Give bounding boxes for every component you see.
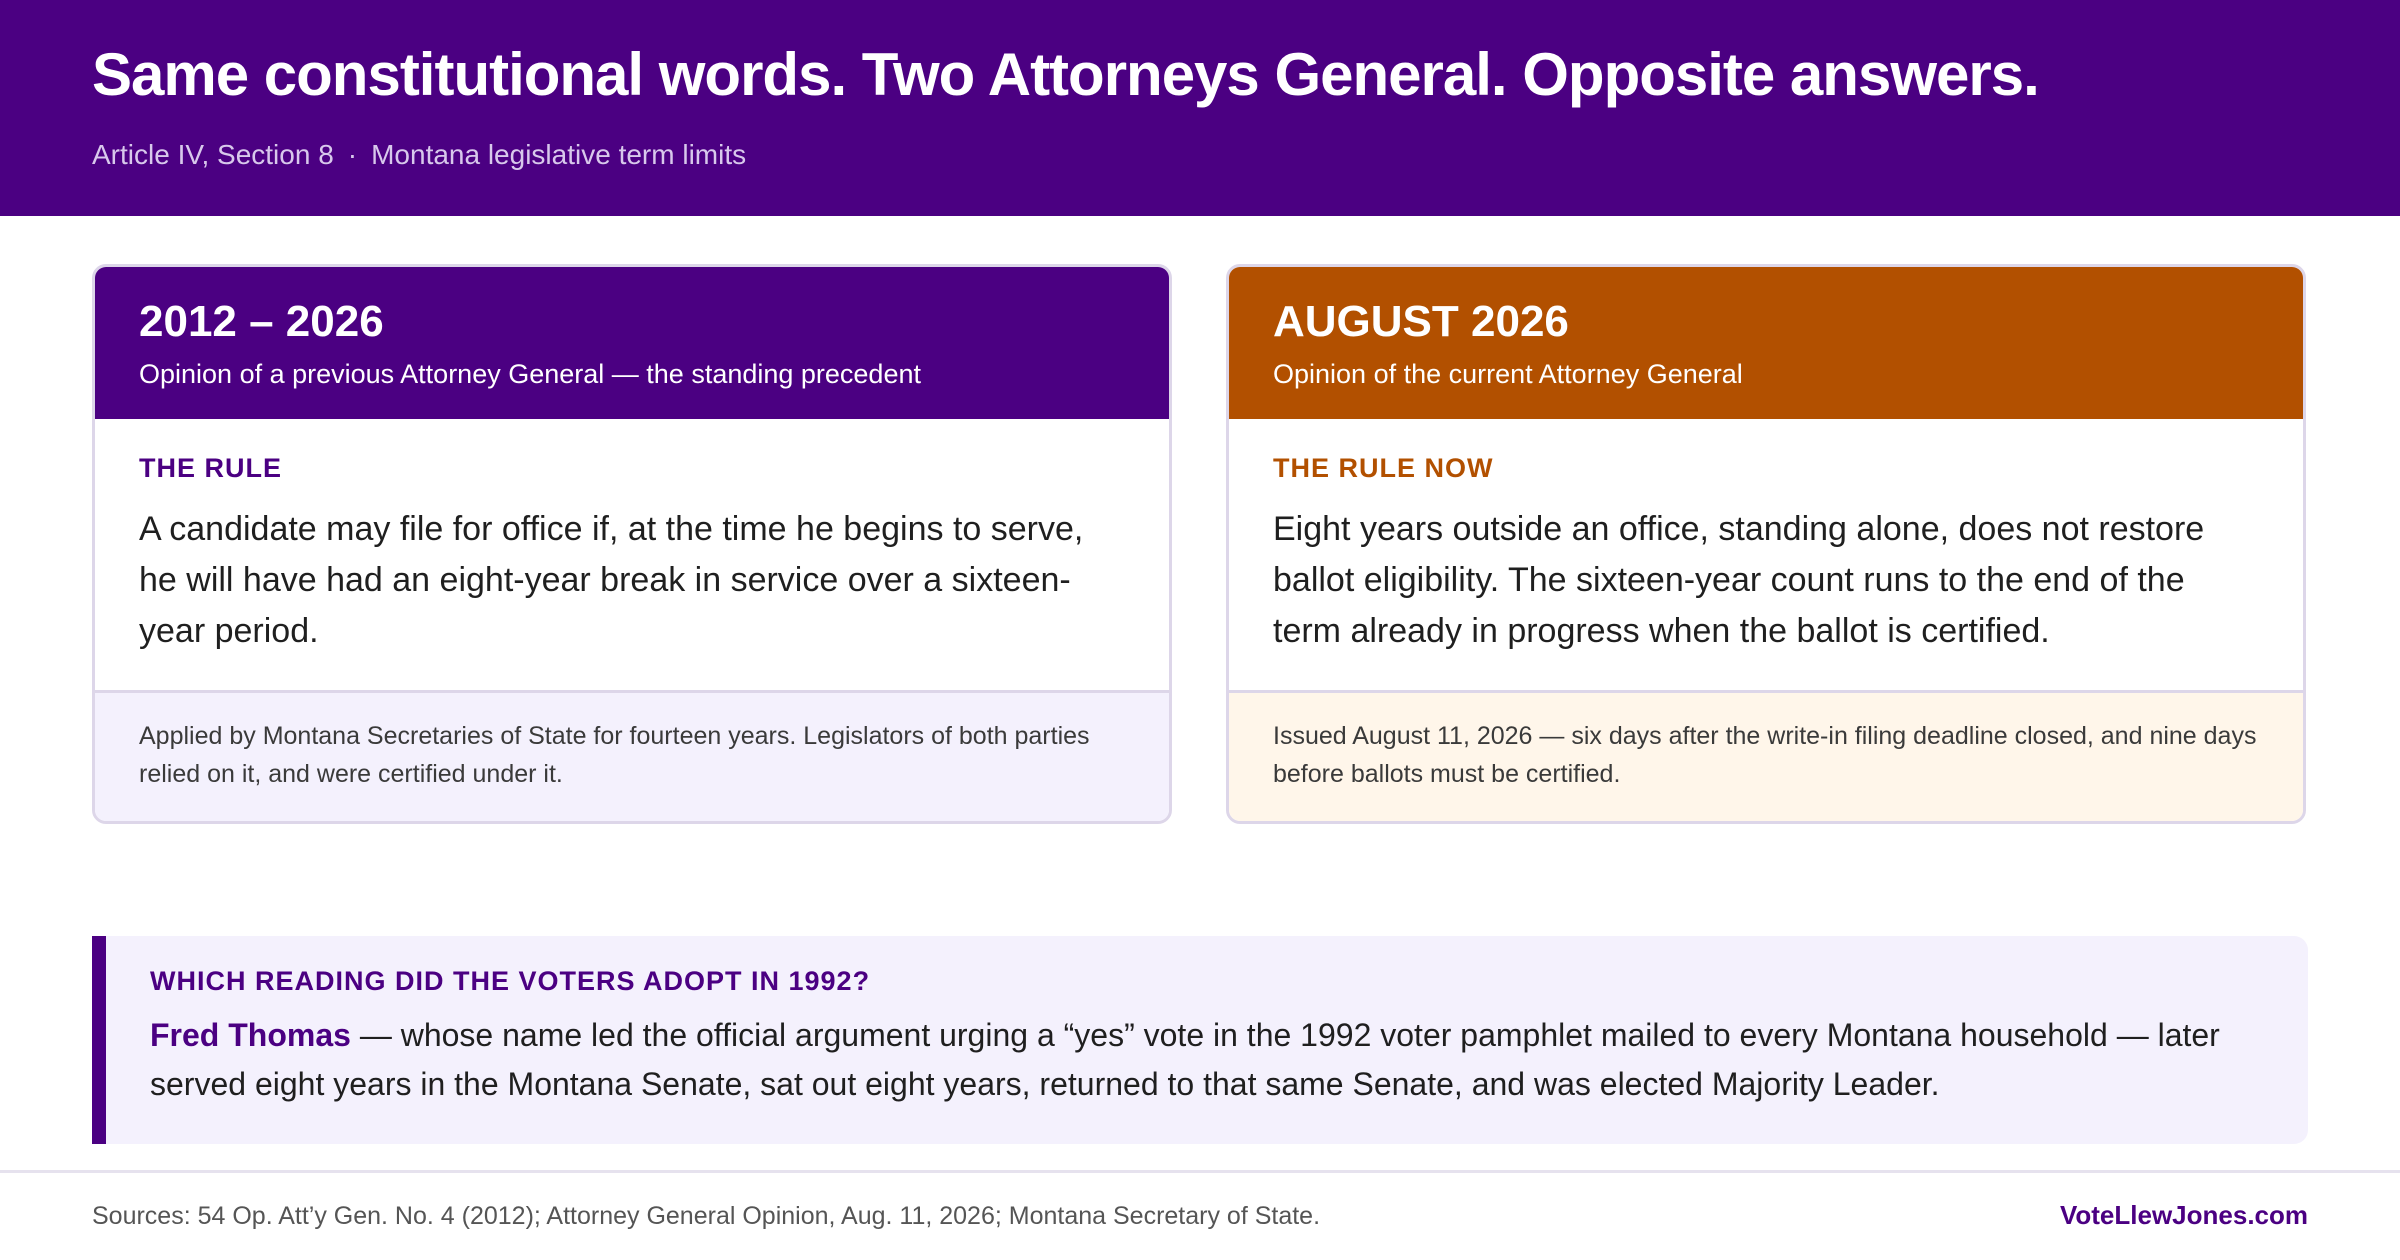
card-note: Issued August 11, 2026 — six days after the write-in filing deadline closed, and nine days before ballots must be certified. — [1229, 693, 2303, 821]
callout-person-name: Fred Thomas — [150, 1017, 351, 1053]
card-body — [95, 419, 1169, 693]
subtitle-topic: Montana legislative term limits — [371, 139, 747, 170]
current-opinion-card — [1226, 264, 2306, 824]
card-description: Opinion of a previous Attorney General — the standing precedent — [139, 359, 921, 389]
voter-intent-callout — [92, 936, 2308, 1144]
page-title: Same constitutional words. Two Attorneys General. Opposite answers. — [92, 41, 2039, 108]
callout-body — [150, 1011, 2308, 1109]
card-date: AUGUST 2026 — [1273, 297, 1569, 346]
previous-opinion-card — [92, 264, 1172, 824]
header-banner — [0, 0, 2400, 216]
card-note: Applied by Montana Secretaries of State for fourteen years. Legislators of both parties relied on it, and were certified under it. — [95, 693, 1169, 821]
footer-divider — [0, 1170, 2400, 1173]
callout-question: WHICH READING DID THE VOTERS ADOPT IN 1992? — [150, 966, 871, 996]
card-header — [95, 267, 1169, 419]
card-date: 2012 – 2026 — [139, 297, 384, 346]
callout-text: — whose name led the official argument urging a “yes” vote in the 1992 voter pamphlet mailed to every Montana household — later served eight years in the Montana Senate, sat out eight years, returned to that same Senate, and was elected Majority Leader. — [150, 1017, 2220, 1102]
card-description: Opinion of the current Attorney General — [1273, 359, 1743, 389]
card-rule-label: THE RULE NOW — [1273, 453, 1494, 483]
page-subtitle — [92, 139, 746, 171]
card-rule-text: A candidate may file for office if, at the time he begins to serve, he will have had an eight-year break in service over a sixteen-year period. — [139, 510, 1084, 650]
card-body — [1229, 419, 2303, 693]
sources-text: Sources: 54 Op. Att’y Gen. No. 4 (2012); Attorney General Opinion, Aug. 11, 2026; Montana Secretary of State. — [92, 1202, 1321, 1230]
card-header — [1229, 267, 2303, 419]
card-rule-label: THE RULE — [139, 453, 282, 483]
subtitle-article: Article IV, Section 8 — [92, 139, 334, 170]
website-link[interactable]: VoteLlewJones.com — [2059, 1200, 2308, 1230]
subtitle-separator: · — [347, 139, 358, 170]
card-rule-text: Eight years outside an office, standing alone, does not restore ballot eligibility. The sixteen-year count runs to the end of the term already in progress when the ballot is certified. — [1273, 510, 2205, 650]
